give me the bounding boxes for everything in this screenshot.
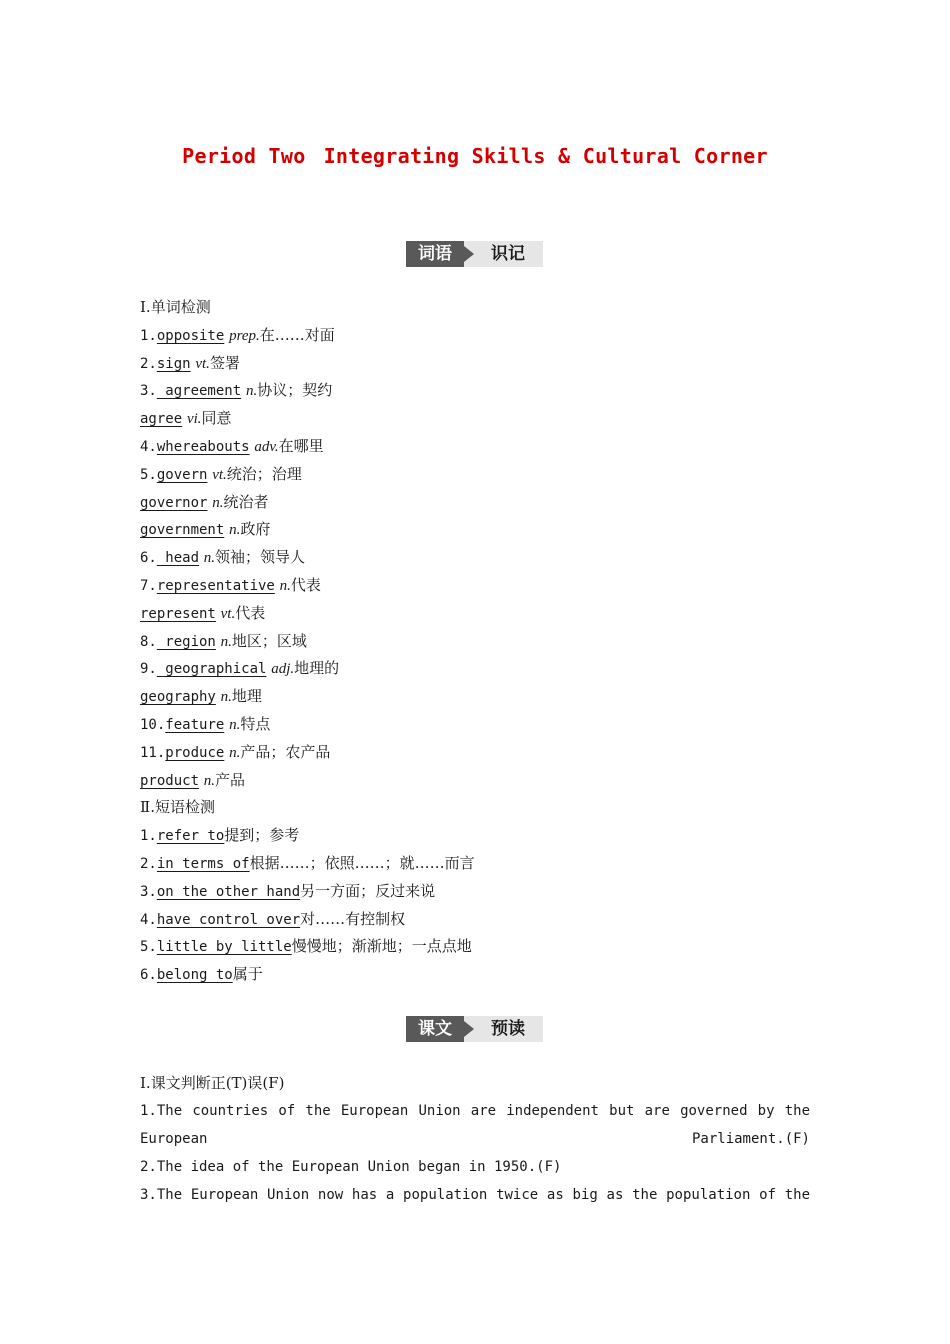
banner-arrow-icon bbox=[464, 1021, 474, 1037]
entry-number: 1. bbox=[140, 328, 157, 344]
banner-right-label: 预读 bbox=[491, 1019, 525, 1039]
entry-word: sign bbox=[156, 356, 191, 372]
phrase-heading: Ⅱ.短语检测 bbox=[140, 798, 215, 816]
entry-meaning: 协议；契约 bbox=[257, 381, 333, 399]
title-part2: Integrating Skills & Cultural Corner bbox=[323, 144, 768, 168]
entry-meaning: 产品 bbox=[215, 771, 246, 789]
entry-meaning: 地区；区域 bbox=[231, 632, 307, 650]
entry-word: product bbox=[140, 773, 200, 789]
entry-number: 9. bbox=[140, 661, 157, 677]
banner-left-label: 课文 bbox=[406, 1016, 464, 1042]
title-part1: Period Two bbox=[182, 144, 306, 168]
word-entry bbox=[140, 575, 321, 596]
entry-meaning: 在哪里 bbox=[278, 437, 324, 455]
entry-meaning: 地理的 bbox=[294, 659, 340, 677]
entry-word: agree bbox=[140, 411, 183, 427]
phrase-entry bbox=[140, 853, 475, 874]
word-entry bbox=[140, 658, 339, 679]
word-entry bbox=[140, 464, 302, 485]
entry-meaning: 同意 bbox=[201, 409, 232, 427]
entry-word: head bbox=[156, 550, 200, 566]
entry-part-of-speech: n. bbox=[279, 578, 291, 594]
word-heading: Ⅰ.单词检测 bbox=[140, 298, 211, 316]
entry-phrase: little by little bbox=[156, 939, 292, 955]
phrase-entry bbox=[140, 936, 472, 957]
entry-word: agreement bbox=[156, 383, 242, 399]
page-title bbox=[0, 144, 950, 168]
entry-meaning: 提到；参考 bbox=[224, 826, 300, 844]
entry-word: produce bbox=[165, 745, 225, 761]
banner-arrow-icon bbox=[464, 246, 474, 262]
entry-number: 6. bbox=[140, 550, 157, 566]
entry-word: representative bbox=[156, 578, 275, 594]
entry-part-of-speech: adj. bbox=[271, 661, 295, 677]
word-entry bbox=[140, 631, 307, 652]
entry-part-of-speech: vi. bbox=[186, 411, 202, 427]
entry-number: 11. bbox=[140, 745, 166, 761]
entry-meaning: 统治者 bbox=[223, 493, 269, 511]
entry-word: opposite bbox=[156, 328, 225, 344]
entry-word: geography bbox=[140, 689, 216, 705]
entry-part-of-speech: n. bbox=[203, 550, 216, 566]
entry-word: governor bbox=[140, 495, 208, 511]
entry-part-of-speech: vt. bbox=[195, 356, 210, 372]
section-banner-reading bbox=[406, 1016, 543, 1042]
entry-part-of-speech: n. bbox=[229, 522, 241, 538]
entry-meaning: 代表 bbox=[290, 576, 321, 594]
entry-meaning: 在……对面 bbox=[259, 326, 335, 344]
entry-number: 5. bbox=[140, 467, 157, 483]
banner-left-label: 词语 bbox=[406, 241, 464, 267]
entry-meaning: 签署 bbox=[209, 354, 240, 372]
word-entry bbox=[140, 603, 265, 624]
entry-part-of-speech: n. bbox=[229, 717, 241, 733]
entry-meaning: 对……有控制权 bbox=[300, 910, 406, 928]
word-entry bbox=[140, 714, 270, 735]
entry-part-of-speech: prep. bbox=[229, 328, 260, 344]
entry-number: 6. bbox=[140, 967, 157, 983]
entry-word: govern bbox=[156, 467, 208, 483]
entry-meaning: 根据……；依照……；就……而言 bbox=[249, 854, 475, 872]
word-entry bbox=[140, 436, 324, 457]
entry-word: region bbox=[156, 634, 216, 650]
entry-number: 3. bbox=[140, 383, 157, 399]
entry-part-of-speech: n. bbox=[203, 773, 216, 789]
entry-meaning: 代表 bbox=[235, 604, 266, 622]
word-entry bbox=[140, 742, 330, 763]
entry-part-of-speech: n. bbox=[245, 383, 258, 399]
entry-part-of-speech: n. bbox=[220, 689, 232, 705]
word-entry bbox=[140, 770, 245, 791]
entry-number: 10. bbox=[140, 717, 166, 733]
tf-item: 3.The European Union now has a population twice as big as the population of the bbox=[140, 1187, 810, 1203]
phrase-entry bbox=[140, 964, 263, 985]
entry-number: 2. bbox=[140, 356, 157, 372]
entry-phrase: have control over bbox=[156, 912, 301, 928]
entry-phrase: belong to bbox=[156, 967, 233, 983]
entry-part-of-speech: vt. bbox=[212, 467, 227, 483]
phrase-entry bbox=[140, 909, 405, 930]
entry-number: 2. bbox=[140, 856, 157, 872]
entry-part-of-speech: n. bbox=[229, 745, 241, 761]
entry-word: geographical bbox=[156, 661, 267, 677]
entry-meaning: 政府 bbox=[240, 520, 271, 538]
entry-phrase: on the other hand bbox=[156, 884, 301, 900]
entry-meaning: 特点 bbox=[240, 715, 271, 733]
entry-part-of-speech: vt. bbox=[220, 606, 236, 622]
entry-word: represent bbox=[140, 606, 216, 622]
entry-word: whereabouts bbox=[156, 439, 250, 455]
entry-meaning: 统治；治理 bbox=[226, 465, 302, 483]
word-entry bbox=[140, 519, 270, 540]
entry-number: 7. bbox=[140, 578, 157, 594]
entry-phrase: refer to bbox=[156, 828, 225, 844]
entry-number: 8. bbox=[140, 634, 157, 650]
word-entry bbox=[140, 686, 262, 707]
entry-part-of-speech: n. bbox=[220, 634, 232, 650]
entry-number: 4. bbox=[140, 912, 157, 928]
entry-number: 4. bbox=[140, 439, 157, 455]
word-entry bbox=[140, 380, 332, 401]
entry-meaning: 地理 bbox=[231, 687, 262, 705]
banner-right-label: 识记 bbox=[491, 244, 525, 264]
entry-meaning: 属于 bbox=[232, 965, 263, 983]
entry-number: 5. bbox=[140, 939, 157, 955]
entry-meaning: 领袖；领导人 bbox=[215, 548, 306, 566]
word-entry bbox=[140, 492, 268, 513]
tf-heading: Ⅰ.课文判断正(T)误(F) bbox=[140, 1074, 285, 1092]
entry-meaning: 慢慢地；渐渐地；一点点地 bbox=[291, 937, 472, 955]
section-banner-vocabulary bbox=[406, 241, 543, 267]
phrase-entry bbox=[140, 825, 299, 846]
entry-part-of-speech: n. bbox=[212, 495, 224, 511]
entry-phrase: in terms of bbox=[156, 856, 250, 872]
phrase-entry bbox=[140, 881, 435, 902]
entry-meaning: 另一方面；反过来说 bbox=[300, 882, 436, 900]
entry-word: government bbox=[140, 522, 225, 538]
entry-number: 3. bbox=[140, 884, 157, 900]
entry-part-of-speech: adv. bbox=[254, 439, 279, 455]
entry-word: feature bbox=[165, 717, 225, 733]
word-entry bbox=[140, 325, 335, 346]
word-entry bbox=[140, 547, 305, 568]
word-entry bbox=[140, 408, 232, 429]
entry-meaning: 产品；农产品 bbox=[240, 743, 331, 761]
tf-item: 2.The idea of the European Union began in 1950.(F) bbox=[140, 1159, 562, 1175]
word-entry bbox=[140, 353, 240, 374]
entry-number: 1. bbox=[140, 828, 157, 844]
tf-item: 1.The countries of the European Union are independent but are governed by the European Parliament.(F) bbox=[140, 1103, 810, 1147]
